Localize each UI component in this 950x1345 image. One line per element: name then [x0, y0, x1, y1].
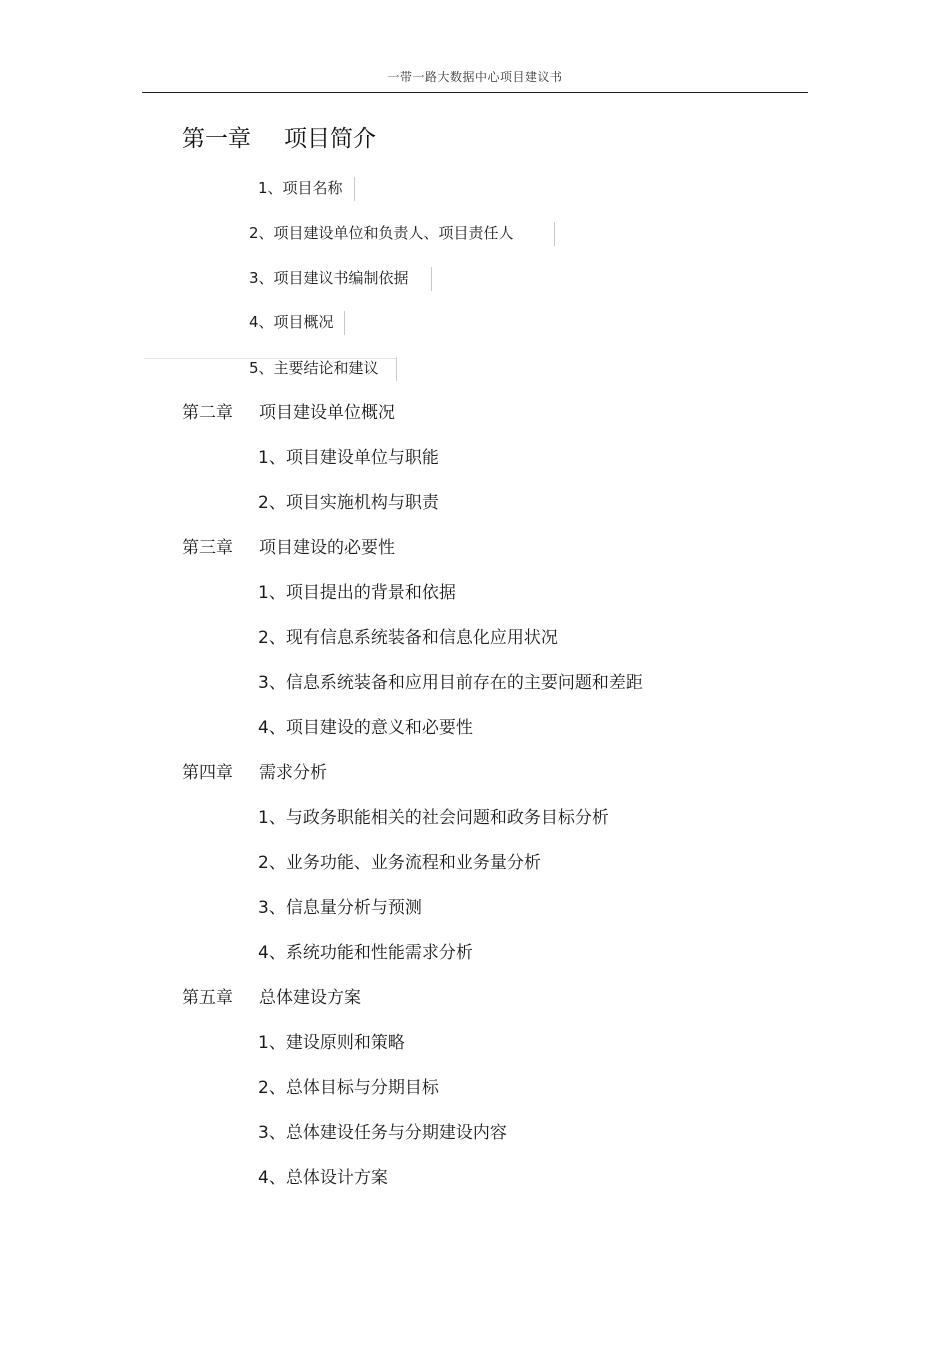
toc-section-1-4: 4、项目概况	[249, 313, 334, 331]
toc-chapter-4	[182, 765, 327, 782]
chapter-label: 第一章	[182, 126, 251, 152]
toc-section-4-2: 2、业务功能、业务流程和业务量分析	[258, 853, 541, 873]
toc-section-5-2: 2、总体目标与分期目标	[258, 1078, 439, 1098]
chapter-title: 总体建设方案	[259, 988, 361, 1008]
margin-mark	[354, 177, 355, 201]
toc-section-1-5: 5、主要结论和建议	[249, 359, 379, 377]
margin-mark	[431, 267, 432, 291]
toc-section-2-1: 1、项目建设单位与职能	[258, 448, 439, 468]
toc-section-3-4: 4、项目建设的意义和必要性	[258, 718, 473, 738]
margin-mark	[396, 357, 397, 381]
toc-section-3-1: 1、项目提出的背景和依据	[258, 583, 456, 603]
toc-chapter-2	[182, 405, 395, 422]
toc-section-1-2: 2、项目建设单位和负责人、项目责任人	[249, 224, 514, 242]
toc-section-4-4: 4、系统功能和性能需求分析	[258, 943, 473, 963]
toc-section-3-2: 2、现有信息系统装备和信息化应用状况	[258, 628, 558, 648]
toc-section-2-2: 2、项目实施机构与职责	[258, 493, 439, 513]
chapter-title: 项目建设的必要性	[259, 538, 395, 558]
toc-section-3-3: 3、信息系统装备和应用目前存在的主要问题和差距	[258, 673, 643, 693]
chapter-label: 第四章	[182, 763, 233, 783]
toc-section-4-1: 1、与政务职能相关的社会问题和政务目标分析	[258, 808, 609, 828]
toc-section-4-3: 3、信息量分析与预测	[258, 898, 422, 918]
toc-chapter-5	[182, 990, 361, 1007]
chapter-label: 第二章	[182, 403, 233, 423]
margin-mark	[554, 222, 555, 246]
chapter-title: 需求分析	[259, 763, 327, 783]
toc-section-1-1: 1、项目名称	[258, 179, 343, 197]
chapter-label: 第三章	[182, 538, 233, 558]
toc-chapter-3	[182, 540, 395, 557]
toc-section-5-3: 3、总体建设任务与分期建设内容	[258, 1123, 507, 1143]
toc-section-5-1: 1、建设原则和策略	[258, 1033, 405, 1053]
document-title: 一带一路大数据中心项目建议书	[387, 70, 563, 84]
toc-chapter-1	[182, 128, 376, 151]
toc-section-1-3: 3、项目建议书编制依据	[249, 269, 409, 287]
chapter-label: 第五章	[182, 988, 233, 1008]
toc-section-5-4: 4、总体设计方案	[258, 1168, 388, 1188]
margin-mark	[344, 311, 345, 335]
page-header	[142, 66, 808, 93]
chapter-title: 项目建设单位概况	[259, 403, 395, 423]
chapter-title: 项目简介	[284, 126, 376, 152]
